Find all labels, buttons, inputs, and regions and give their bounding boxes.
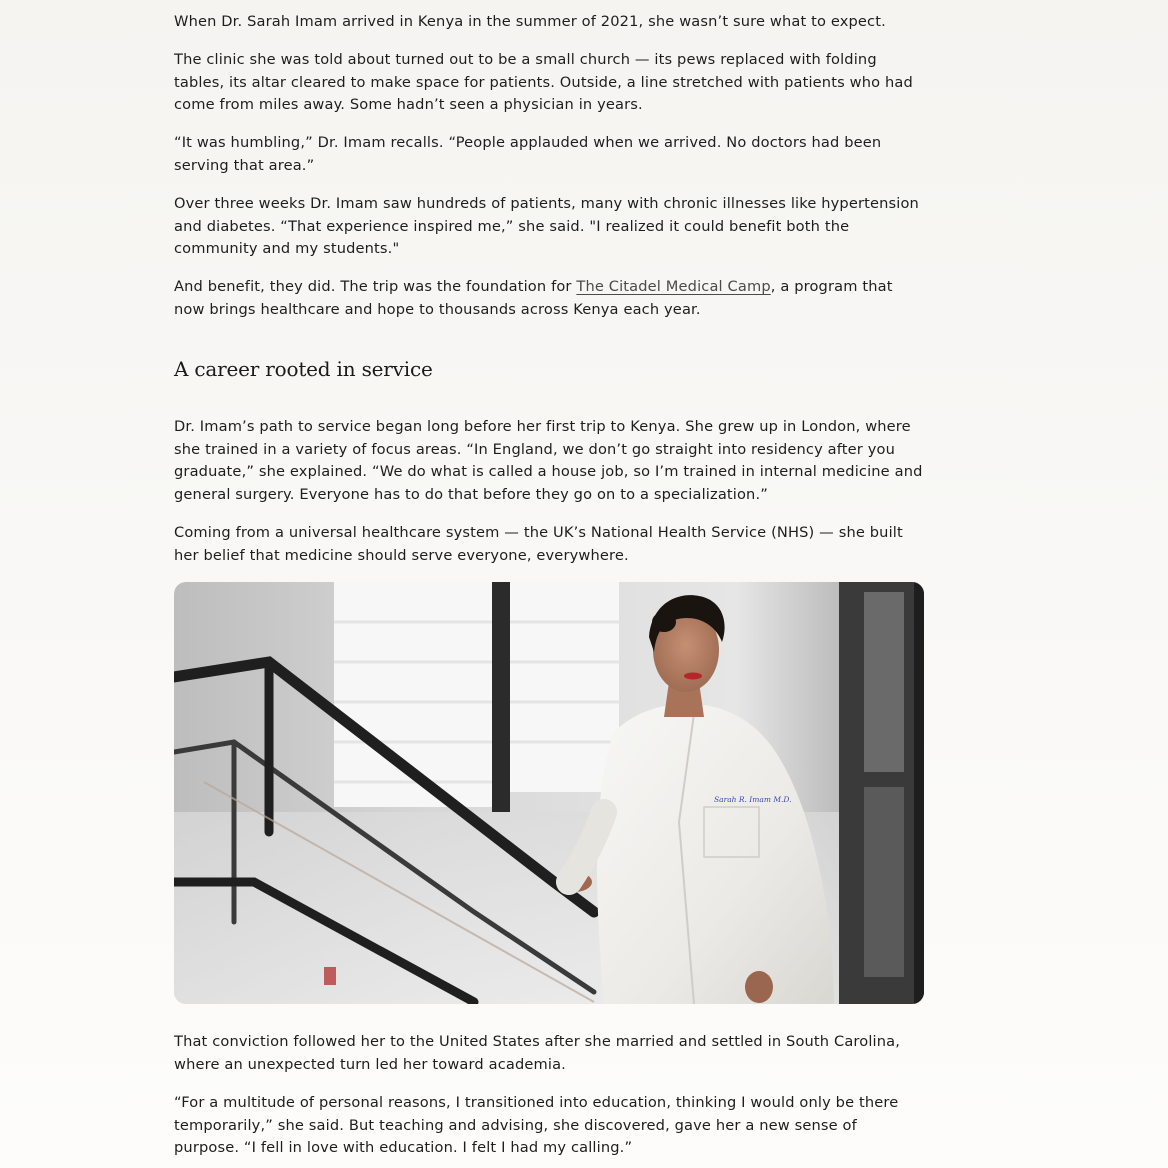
foundation-text-before: And benefit, they did. The trip was the foundation for bbox=[174, 278, 577, 295]
paragraph-three-weeks: Over three weeks Dr. Imam saw hundreds of patients, many with chronic illnesses like hypertension and diabetes. “That experience inspired me,” she said. "I realized it could benefit both the community and my students." bbox=[174, 195, 919, 257]
paragraph-education-quote: “For a multitude of personal reasons, I transitioned into education, thinking I would only be there temporarily,” she said. But teaching and advising, she discovered, gave her a new sense of purpose. “I fell in love with education. I felt I had my calling.” bbox=[174, 1094, 899, 1156]
paragraph-london-training: Dr. Imam’s path to service began long before her first trip to Kenya. She grew up in London, where she trained in a variety of focus areas. “In England, we don’t go straight into residency after you graduate,” she explained. “We do what is called a house job, so I’m trained in internal medicine and general surgery. Everyone has to do that before they go on to a specialization.” bbox=[174, 418, 923, 503]
article-photo bbox=[174, 582, 924, 1004]
paragraph-nhs: Coming from a universal healthcare system — the UK’s National Health Service (NHS) — she built her belief that medicine should serve everyone, everywhere. bbox=[174, 524, 903, 564]
paragraph-south-carolina: That conviction followed her to the United States after she married and settled in South Carolina, where an unexpected turn led her toward academia. bbox=[174, 1033, 901, 1073]
citadel-medical-camp-link[interactable]: The Citadel Medical Camp bbox=[576, 278, 771, 295]
foundation-text-after: , a program that now brings healthcare and hope to thousands across Kenya each year. bbox=[174, 278, 893, 318]
paragraph-foundation bbox=[174, 276, 926, 321]
section-heading: A career rooted in service bbox=[174, 357, 433, 381]
paragraph-clinic: The clinic she was told about turned out to be a small church — its pews replaced with folding tables, its altar cleared to make space for patients. Outside, a line stretched with patients who had come from miles away. Some hadn’t seen a physician in years. bbox=[174, 51, 913, 113]
coat-name-embroidery: Sarah R. Imam M.D. bbox=[714, 795, 792, 804]
paragraph-humbling-quote: “It was humbling,” Dr. Imam recalls. “People applauded when we arrived. No doctors had been serving that area.” bbox=[174, 134, 882, 174]
paragraph-arrival: When Dr. Sarah Imam arrived in Kenya in the summer of 2021, she wasn’t sure what to expect. bbox=[174, 13, 886, 30]
